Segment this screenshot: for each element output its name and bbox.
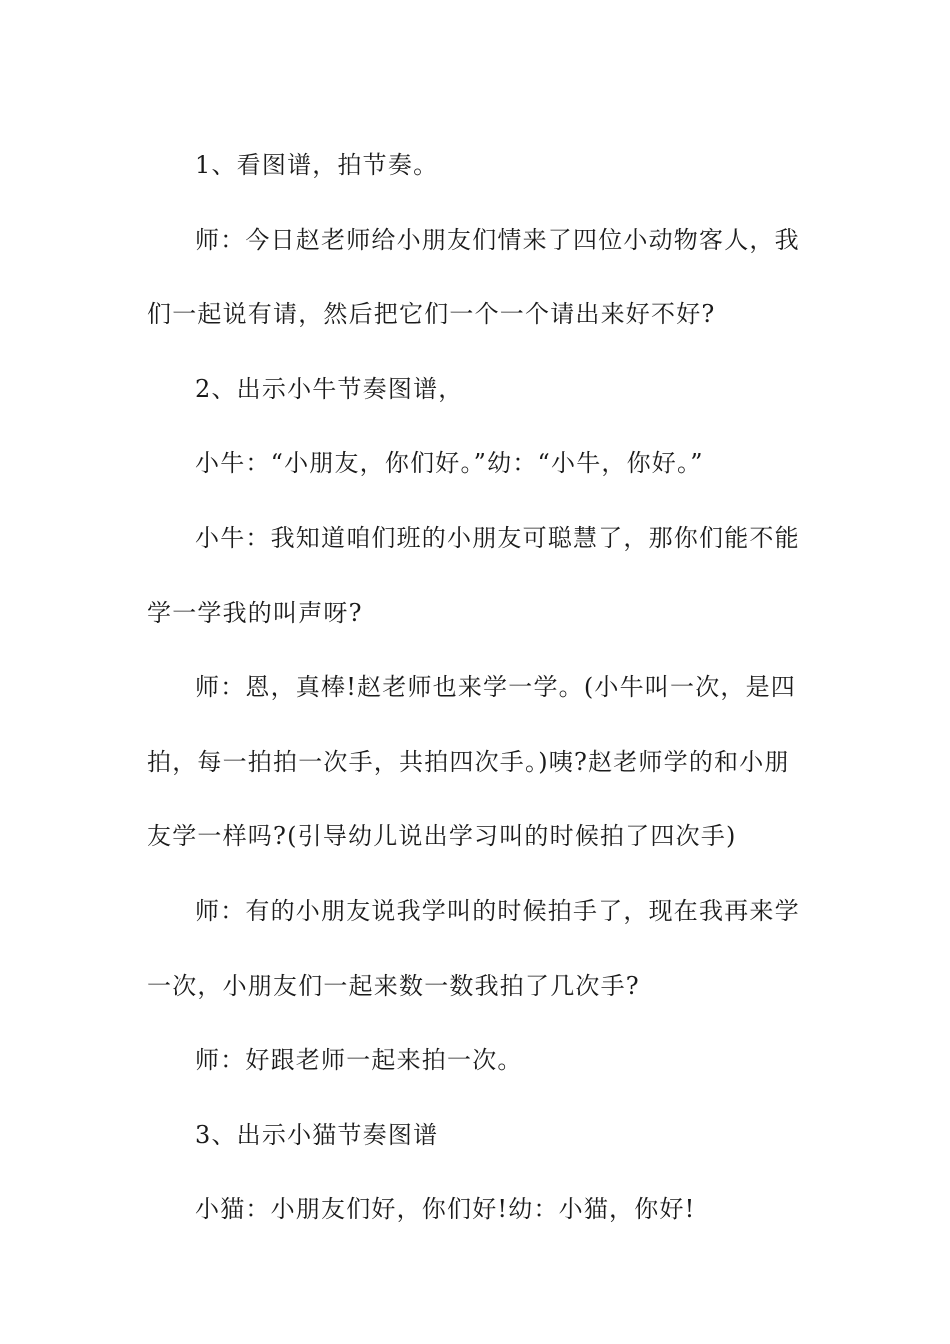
paragraph-kitten-greeting: 小猫：小朋友们好，你们好!幼：小猫，你好! <box>195 1195 696 1224</box>
paragraph-step-3: 3、出示小猫节奏图谱 <box>195 1120 439 1149</box>
paragraph-step-1: 1、看图谱，拍节奏。 <box>195 151 439 179</box>
document-body <box>147 128 807 1247</box>
paragraph-calf-greeting: 小牛：“小朋友，你们好。”幼：“小牛，你好。” <box>195 449 704 478</box>
paragraph-step-2: 2、出示小牛节奏图谱， <box>195 374 464 403</box>
paragraph-teacher-intro: 师：今日赵老师给小朋友们情来了四位小动物客人，我们一起说有请，然后把它们一个一个请出来好不好? <box>147 225 800 329</box>
paragraph-calf-question: 小牛：我知道咱们班的小朋友可聪慧了，那你们能不能学一学我的叫声呀? <box>147 523 800 627</box>
paragraph-teacher-count: 师：有的小朋友说我学叫的时候拍手了，现在我再来学一次，小朋友们一起来数一数我拍了几次手? <box>147 896 800 1000</box>
paragraph-teacher-together: 师：好跟老师一起来拍一次。 <box>195 1046 523 1075</box>
paragraph-teacher-demo: 师：恩，真棒!赵老师也来学一学。(小牛叫一次，是四拍，每一拍拍一次手，共拍四次手。)咦?赵老师学的和小朋友学一样吗?(引导幼儿说出学习叫的时候拍了四次手) <box>147 673 797 851</box>
